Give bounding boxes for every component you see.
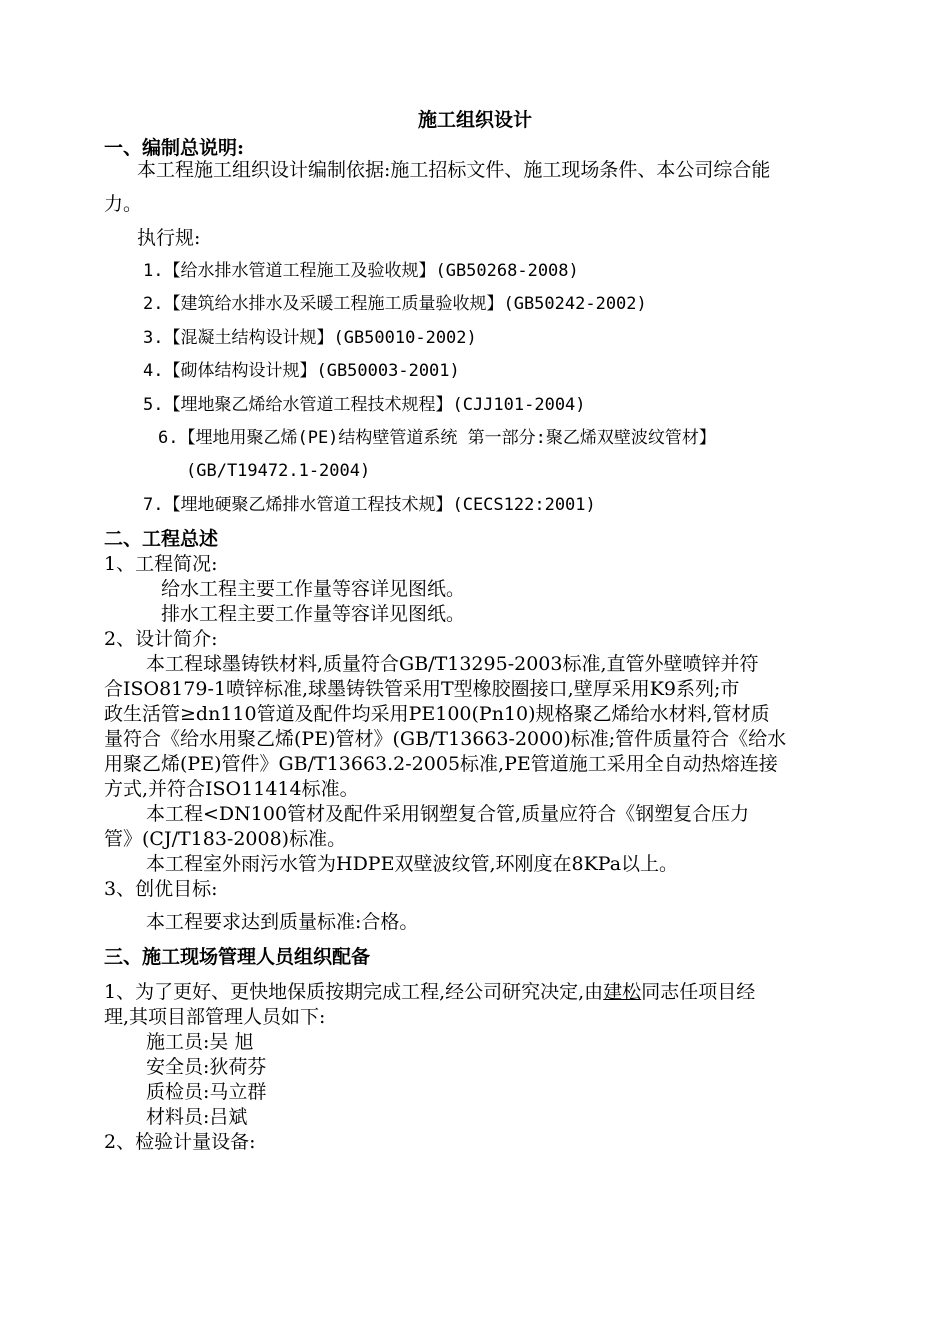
- standard-item-2: 2.【建筑给水排水及采暖工程施工质量验收规】(GB50242-2002): [143, 294, 647, 314]
- section-1-heading: 一、编制总说明:: [104, 137, 245, 159]
- standard-item-7: 7.【埋地硬聚乙烯排水管道工程技术规】(CECS122:2001): [143, 495, 596, 515]
- goal-line-1: 本工程要求达到质量标准:合格。: [146, 911, 419, 933]
- manager-name: 建松: [603, 981, 642, 1003]
- design-para-1-line-5: 用聚乙烯(PE)管件》GB/T13663.2-2005标准,PE管道施工采用全自动热熔连接: [104, 753, 778, 775]
- para-prefix: 1、为了更好、更快地保质按期完成工程,经公司研究决定,由: [104, 981, 604, 1003]
- design-para-3: 本工程室外雨污水管为HDPE双壁波纹管,环刚度在8KPa以上。: [146, 853, 679, 875]
- section-3-heading: 三、施工现场管理人员组织配备: [104, 946, 371, 968]
- standard-item-6: 6.【埋地用聚乙烯(PE)结构壁管道系统 第一部分:聚乙烯双壁波纹管材】: [158, 428, 716, 448]
- subsection-overview: 1、工程简况:: [104, 553, 218, 575]
- design-para-2-line-2: 管》(CJ/T183-2008)标准。: [104, 828, 347, 850]
- staff-materials: 材料员:吕斌: [146, 1106, 248, 1128]
- section-1-para-line-2: 力。: [104, 193, 143, 215]
- staff-builder: 施工员:吴 旭: [146, 1031, 254, 1053]
- subsection-goal: 3、创优目标:: [104, 878, 218, 900]
- standard-item-6-code: (GB/T19472.1-2004): [186, 461, 371, 481]
- staff-safety: 安全员:狄荷芬: [146, 1056, 267, 1078]
- design-para-1-line-4: 量符合《给水用聚乙烯(PE)管材》(GB/T13663-2000)标准;管件质量符合《给水: [104, 728, 787, 750]
- overview-line-2: 排水工程主要工作量等容详见图纸。: [161, 603, 466, 625]
- standard-item-5: 5.【埋地聚乙烯给水管道工程技术规程】(CJJ101-2004): [143, 395, 586, 415]
- exec-standards-label: 执行规:: [137, 227, 201, 249]
- staff-quality: 质检员:马立群: [146, 1081, 267, 1103]
- design-para-1-line-6: 方式,并符合ISO11414标准。: [104, 778, 359, 800]
- section-3-para-line-1: [104, 980, 755, 1004]
- overview-line-1: 给水工程主要工作量等容详见图纸。: [161, 578, 466, 600]
- section-2-heading: 二、工程总述: [104, 528, 219, 550]
- section-1-para-line-1: 本工程施工组织设计编制依据:施工招标文件、施工现场条件、本公司综合能: [137, 159, 771, 181]
- standard-item-4: 4.【砌体结构设计规】(GB50003-2001): [143, 361, 460, 381]
- design-para-2-line-1: 本工程<DN100管材及配件采用钢塑复合管,质量应符合《钢塑复合压力: [146, 803, 750, 825]
- design-para-1-line-3: 政生活管≥dn110管道及配件均采用PE100(Pn10)规格聚乙烯给水材料,管材质: [104, 703, 770, 725]
- subsection-design: 2、设计简介:: [104, 628, 218, 650]
- document-title: 施工组织设计: [417, 109, 532, 131]
- standard-item-3: 3.【混凝土结构设计规】(GB50010-2002): [143, 328, 477, 348]
- para-suffix: 同志任项目经: [641, 981, 756, 1003]
- subsection-equipment: 2、检验计量设备:: [104, 1131, 256, 1153]
- standard-item-1: 1.【给水排水管道工程施工及验收规】(GB50268-2008): [143, 261, 579, 281]
- design-para-1-line-1: 本工程球墨铸铁材料,质量符合GB/T13295-2003标准,直管外壁喷锌并符: [146, 653, 759, 675]
- design-para-1-line-2: 合ISO8179-1喷锌标准,球墨铸铁管采用T型橡胶圈接口,壁厚采用K9系列;市: [104, 678, 740, 700]
- section-3-para-line-2: 理,其项目部管理人员如下:: [104, 1006, 326, 1028]
